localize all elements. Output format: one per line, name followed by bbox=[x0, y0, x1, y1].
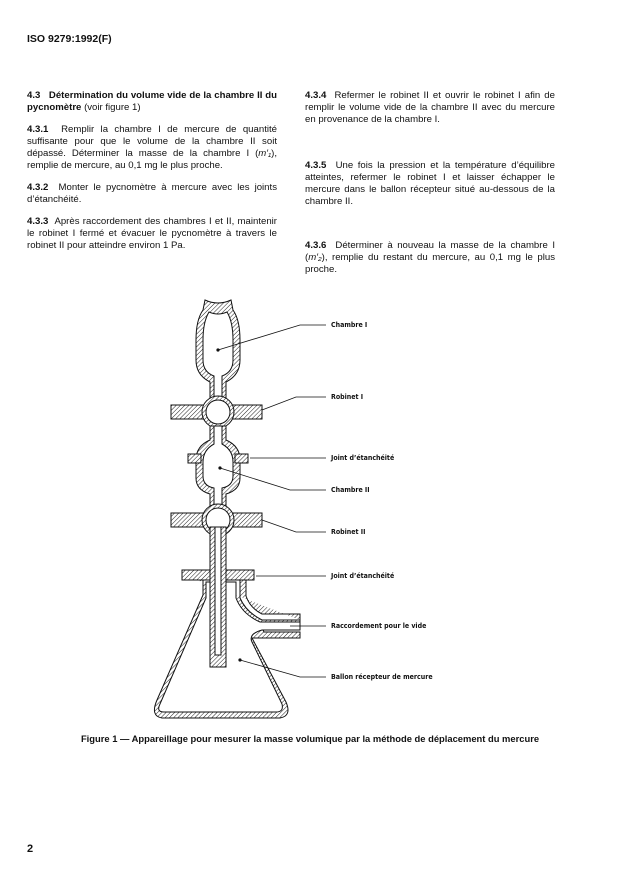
label-stopcock-2: Robinet II bbox=[331, 527, 366, 536]
label-seal-joint-2: Joint d’étanchéité bbox=[331, 571, 395, 580]
label-stopcock-1: Robinet I bbox=[331, 392, 364, 401]
paragraph-4-3-2: 4.3.2 Monter le pycnomètre à mercure avec les joints d’étanchéité. bbox=[27, 182, 277, 205]
label-chamber-1: Chambre I bbox=[331, 320, 368, 329]
paragraph-4-3-3: 4.3.3 Après raccordement des chambres I et II, maintenir le robinet I fermé et évacuer le pycnomètre à travers le robinet II pour atteindre environ 1 Pa. bbox=[27, 216, 277, 251]
label-vacuum-connection: Raccordement pour le vide bbox=[331, 621, 427, 630]
paragraph-4-3-1: 4.3.1 Remplir la chambre I de mercure de quantité suffisante pour que le volume de la chambre II soit dépassé. Déterminer la masse de la chambre I (m′₁), remplie de mercure, au 0,1 mg le plus proche. bbox=[27, 124, 277, 171]
label-seal-joint-1: Joint d’étanchéité bbox=[331, 453, 395, 462]
paragraph-4-3-6: 4.3.6 Déterminer à nouveau la masse de la chambre I (m′₂), remplie du restant du mercure, au 0,1 mg le plus proche. bbox=[305, 240, 555, 275]
label-mercury-receiver: Ballon récepteur de mercure bbox=[331, 672, 433, 681]
paragraph-4-3-5: 4.3.5 Une fois la pression et la température d’équilibre atteintes, refermer le robinet I et laisser échapper le mercure dans le ballon récepteur situé au-dessous de la chambre II. bbox=[305, 160, 555, 207]
page-number: 2 bbox=[27, 843, 34, 855]
section-heading: 4.3 Détermination du volume vide de la chambre II du pycnomètre (voir figure 1) bbox=[27, 90, 278, 113]
document-header: ISO 9279:1992(F) bbox=[27, 33, 112, 45]
paragraph-4-3-4: 4.3.4 Refermer le robinet II et ouvrir le robinet I afin de remplir le volume vide de la chambre II avec du mercure en provenance de la chambre I. bbox=[305, 90, 555, 125]
seal-joint-1-shape bbox=[188, 454, 201, 463]
figure-caption: Figure 1 — Appareillage pour mesurer la masse volumique par la méthode de déplacement du mercure bbox=[80, 733, 540, 744]
label-chamber-2: Chambre II bbox=[331, 485, 370, 494]
